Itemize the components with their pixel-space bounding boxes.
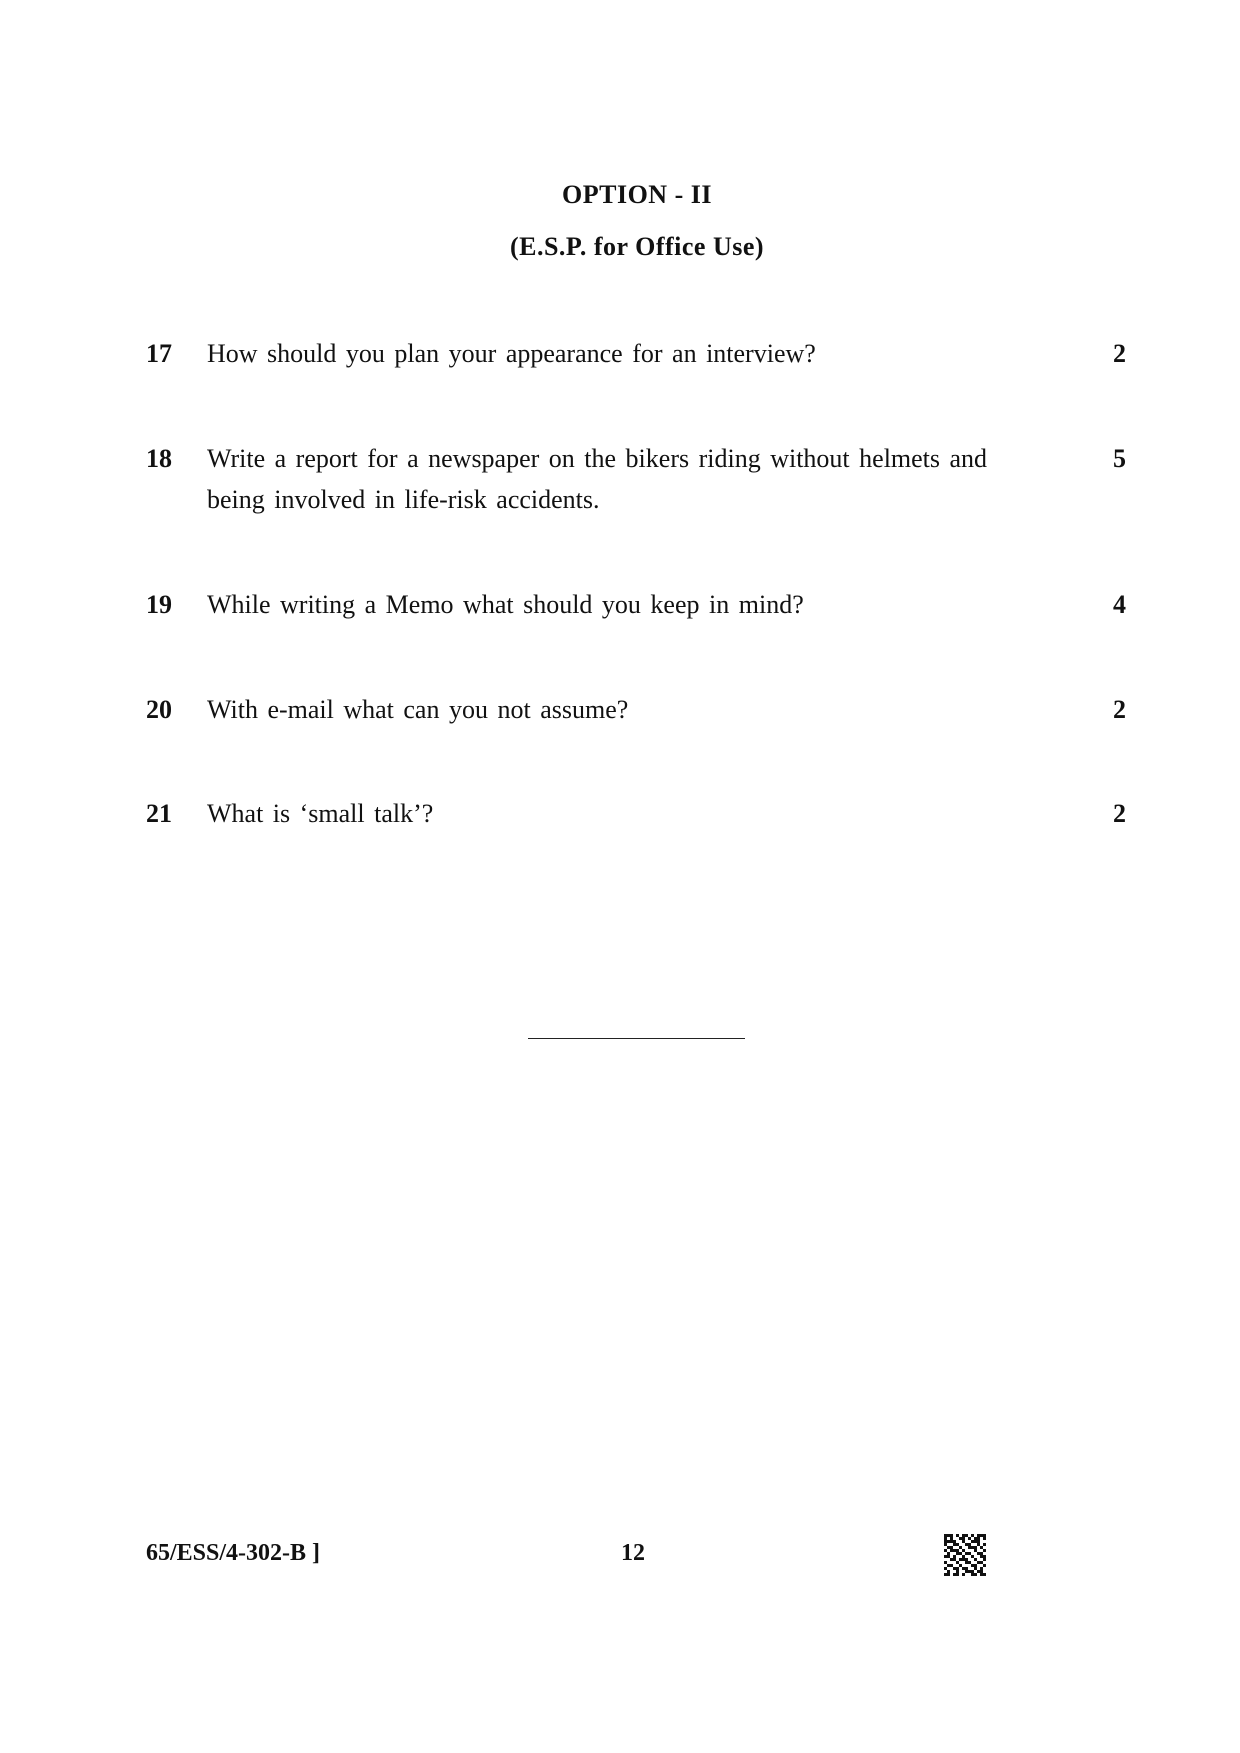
question-item <box>146 689 1126 730</box>
question-item <box>146 584 1126 625</box>
question-marks: 5 <box>1113 444 1126 473</box>
question-item <box>146 793 1126 834</box>
question-text: Write a report for a newspaper on the bikers riding without helmets and being involved in life-risk accidents. <box>207 444 988 514</box>
end-divider <box>528 1038 745 1039</box>
question-text: With e-mail what can you not assume? <box>207 695 629 724</box>
question-text: What is ‘small talk’? <box>207 799 434 828</box>
question-text: How should you plan your appearance for an interview? <box>207 339 816 368</box>
question-number: 21 <box>146 799 172 828</box>
question-text: While writing a Memo what should you keep in mind? <box>207 590 804 619</box>
page-number: 12 <box>621 1540 645 1566</box>
question-marks: 4 <box>1113 590 1126 619</box>
qr-code-icon <box>944 1534 986 1576</box>
question-marks: 2 <box>1113 695 1126 724</box>
section-title: OPTION - II <box>562 180 712 209</box>
question-number: 17 <box>146 339 172 368</box>
question-item <box>146 333 1126 374</box>
question-marks: 2 <box>1113 799 1126 828</box>
section-subtitle: (E.S.P. for Office Use) <box>509 232 765 261</box>
paper-code: 65/ESS/4-302-B ] <box>146 1540 321 1566</box>
question-number: 20 <box>146 695 172 724</box>
question-number: 18 <box>146 444 172 473</box>
question-number: 19 <box>146 590 172 619</box>
question-item <box>146 438 1126 520</box>
question-marks: 2 <box>1113 339 1126 368</box>
